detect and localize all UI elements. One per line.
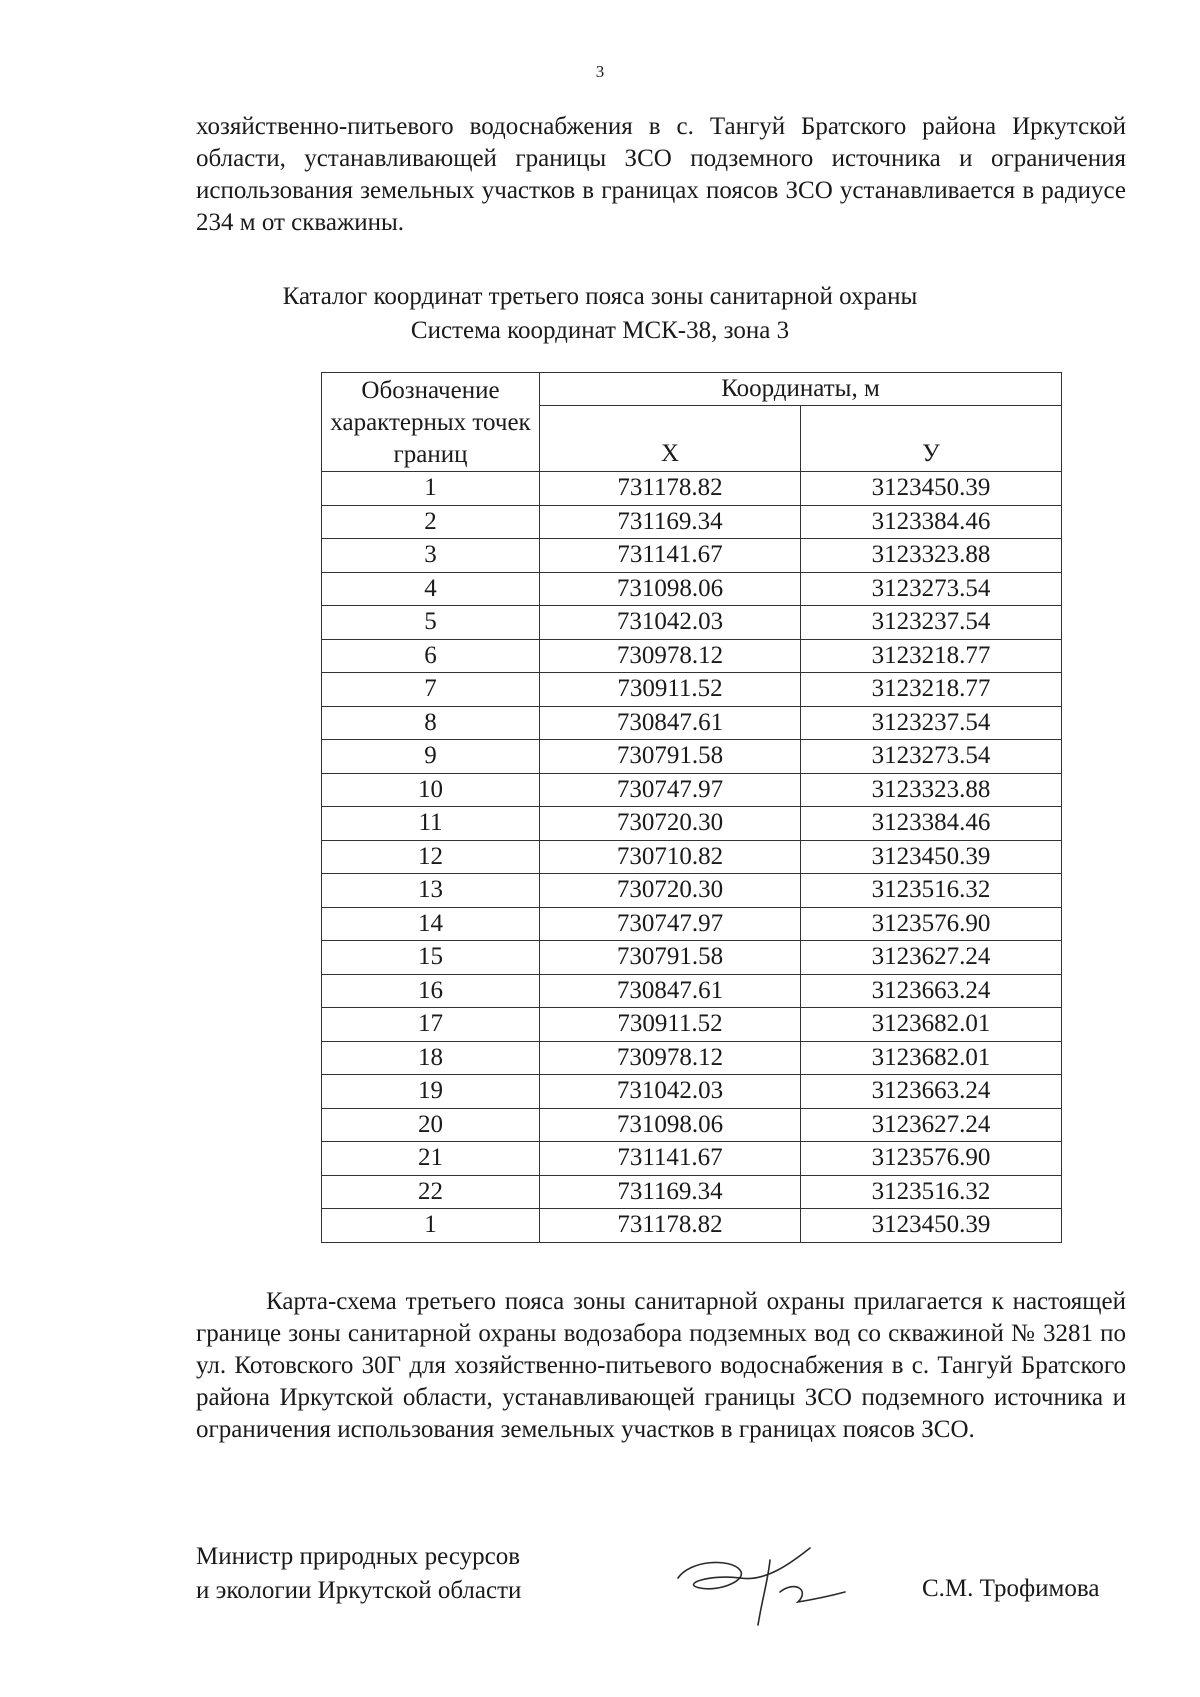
point-number-cell: 6 [322, 639, 540, 673]
point-number-cell: 18 [322, 1041, 540, 1075]
x-coordinate-cell: 731178.82 [540, 1209, 801, 1243]
table-row [322, 1041, 1062, 1075]
y-coordinate-cell: 3123576.90 [801, 1142, 1062, 1176]
table-row [322, 807, 1062, 841]
x-coordinate-cell: 730847.61 [540, 706, 801, 740]
point-number-cell: 3 [322, 539, 540, 573]
x-coordinate-cell: 731042.03 [540, 606, 801, 640]
table-row [322, 673, 1062, 707]
signatory-title [196, 1540, 521, 1608]
point-number-cell: 9 [322, 740, 540, 774]
point-number-cell: 22 [322, 1175, 540, 1209]
x-coordinate-cell: 730978.12 [540, 1041, 801, 1075]
point-number-cell: 4 [322, 572, 540, 606]
header-y: У [801, 406, 1062, 472]
table-row [322, 874, 1062, 908]
y-coordinate-cell: 3123450.39 [801, 840, 1062, 874]
header-designation: Обозначение характерных точек границ [322, 373, 540, 472]
signatory-name: С.М. Трофимова [922, 1575, 1100, 1602]
x-coordinate-cell: 731178.82 [540, 472, 801, 506]
x-coordinate-cell: 731042.03 [540, 1075, 801, 1109]
y-coordinate-cell: 3123384.46 [801, 505, 1062, 539]
y-coordinate-cell: 3123450.39 [801, 1209, 1062, 1243]
page-number: 3 [595, 62, 605, 81]
y-coordinate-cell: 3123682.01 [801, 1041, 1062, 1075]
x-coordinate-cell: 730847.61 [540, 974, 801, 1008]
x-coordinate-cell: 731141.67 [540, 1142, 801, 1176]
table-row [322, 539, 1062, 573]
caption-coordinate-system: Система координат МСК-38, зона 3 [410, 317, 790, 344]
x-coordinate-cell: 730720.30 [540, 807, 801, 841]
signatory-title-line-2: и экологии Иркутской области [196, 1577, 522, 1604]
point-number-cell: 13 [322, 874, 540, 908]
y-coordinate-cell: 3123627.24 [801, 1108, 1062, 1142]
table-row [322, 773, 1062, 807]
header-x: Х [540, 406, 801, 472]
point-number-cell: 10 [322, 773, 540, 807]
x-coordinate-cell: 731169.34 [540, 1175, 801, 1209]
x-coordinate-cell: 730747.97 [540, 773, 801, 807]
point-number-cell: 5 [322, 606, 540, 640]
x-coordinate-cell: 730791.58 [540, 941, 801, 975]
y-coordinate-cell: 3123218.77 [801, 639, 1062, 673]
y-coordinate-cell: 3123516.32 [801, 1175, 1062, 1209]
point-number-cell: 15 [322, 941, 540, 975]
closing-paragraph: Карта-схема третьего пояса зоны санитарной охраны прилагается к настоящей границе зоны санитарной охраны водозабора подземных вод со скважиной № 3281 по ул. Котовского 30Г для хозяйственно-питьевого водоснабжения в с. Тангуй Братского района Иркутской области, устанавливающей границы ЗСО подземного источника и ограничения использования земельных участков в границах поясов ЗСО. [196, 1288, 1126, 1443]
table-row [322, 907, 1062, 941]
x-coordinate-cell: 731169.34 [540, 505, 801, 539]
table-row [322, 1008, 1062, 1042]
x-coordinate-cell: 731141.67 [540, 539, 801, 573]
table-row [322, 472, 1062, 506]
x-coordinate-cell: 730911.52 [540, 1008, 801, 1042]
y-coordinate-cell: 3123450.39 [801, 472, 1062, 506]
point-number-cell: 8 [322, 706, 540, 740]
table-row [322, 1175, 1062, 1209]
point-number-cell: 7 [322, 673, 540, 707]
intro-paragraph: хозяйственно-питьевого водоснабжения в с. Тангуй Братского района Иркутской области, устанавливающей границы ЗСО подземного источника и ограничения использования земельных участков в границах поясов ЗСО устанавливается в радиусе 234 м от скважины. [196, 113, 1126, 236]
table-row [322, 1108, 1062, 1142]
coordinates-table [321, 372, 1062, 1243]
y-coordinate-cell: 3123218.77 [801, 673, 1062, 707]
x-coordinate-cell: 730911.52 [540, 673, 801, 707]
table-row [322, 740, 1062, 774]
point-number-cell: 2 [322, 505, 540, 539]
table-row [322, 572, 1062, 606]
x-coordinate-cell: 731098.06 [540, 572, 801, 606]
table-row [322, 606, 1062, 640]
x-coordinate-cell: 731098.06 [540, 1108, 801, 1142]
x-coordinate-cell: 730791.58 [540, 740, 801, 774]
point-number-cell: 17 [322, 1008, 540, 1042]
table-row [322, 706, 1062, 740]
y-coordinate-cell: 3123384.46 [801, 807, 1062, 841]
x-coordinate-cell: 730978.12 [540, 639, 801, 673]
table-row [322, 974, 1062, 1008]
coordinates-table-body [322, 472, 1062, 1243]
signatory-title-line-1: Министр природных ресурсов [196, 1543, 521, 1570]
point-number-cell: 11 [322, 807, 540, 841]
x-coordinate-cell: 730747.97 [540, 907, 801, 941]
point-number-cell: 16 [322, 974, 540, 1008]
y-coordinate-cell: 3123663.24 [801, 974, 1062, 1008]
point-number-cell: 14 [322, 907, 540, 941]
point-number-cell: 1 [322, 472, 540, 506]
y-coordinate-cell: 3123237.54 [801, 606, 1062, 640]
y-coordinate-cell: 3123237.54 [801, 706, 1062, 740]
table-row [322, 840, 1062, 874]
point-number-cell: 20 [322, 1108, 540, 1142]
point-number-cell: 12 [322, 840, 540, 874]
y-coordinate-cell: 3123627.24 [801, 941, 1062, 975]
table-row [322, 505, 1062, 539]
y-coordinate-cell: 3123576.90 [801, 907, 1062, 941]
x-coordinate-cell: 730720.30 [540, 874, 801, 908]
y-coordinate-cell: 3123682.01 [801, 1008, 1062, 1042]
table-row [322, 1142, 1062, 1176]
table-row [322, 941, 1062, 975]
y-coordinate-cell: 3123273.54 [801, 572, 1062, 606]
table-row [322, 1209, 1062, 1243]
x-coordinate-cell: 730710.82 [540, 840, 801, 874]
table-row [322, 639, 1062, 673]
y-coordinate-cell: 3123663.24 [801, 1075, 1062, 1109]
y-coordinate-cell: 3123273.54 [801, 740, 1062, 774]
point-number-cell: 1 [322, 1209, 540, 1243]
y-coordinate-cell: 3123323.88 [801, 539, 1062, 573]
header-coordinates: Координаты, м [540, 373, 1062, 406]
point-number-cell: 21 [322, 1142, 540, 1176]
caption-title: Каталог координат третьего пояса зоны санитарной охраны [282, 283, 918, 310]
y-coordinate-cell: 3123516.32 [801, 874, 1062, 908]
table-caption [0, 280, 1200, 348]
handwritten-signature [670, 1530, 850, 1640]
table-row [322, 1075, 1062, 1109]
point-number-cell: 19 [322, 1075, 540, 1109]
y-coordinate-cell: 3123323.88 [801, 773, 1062, 807]
